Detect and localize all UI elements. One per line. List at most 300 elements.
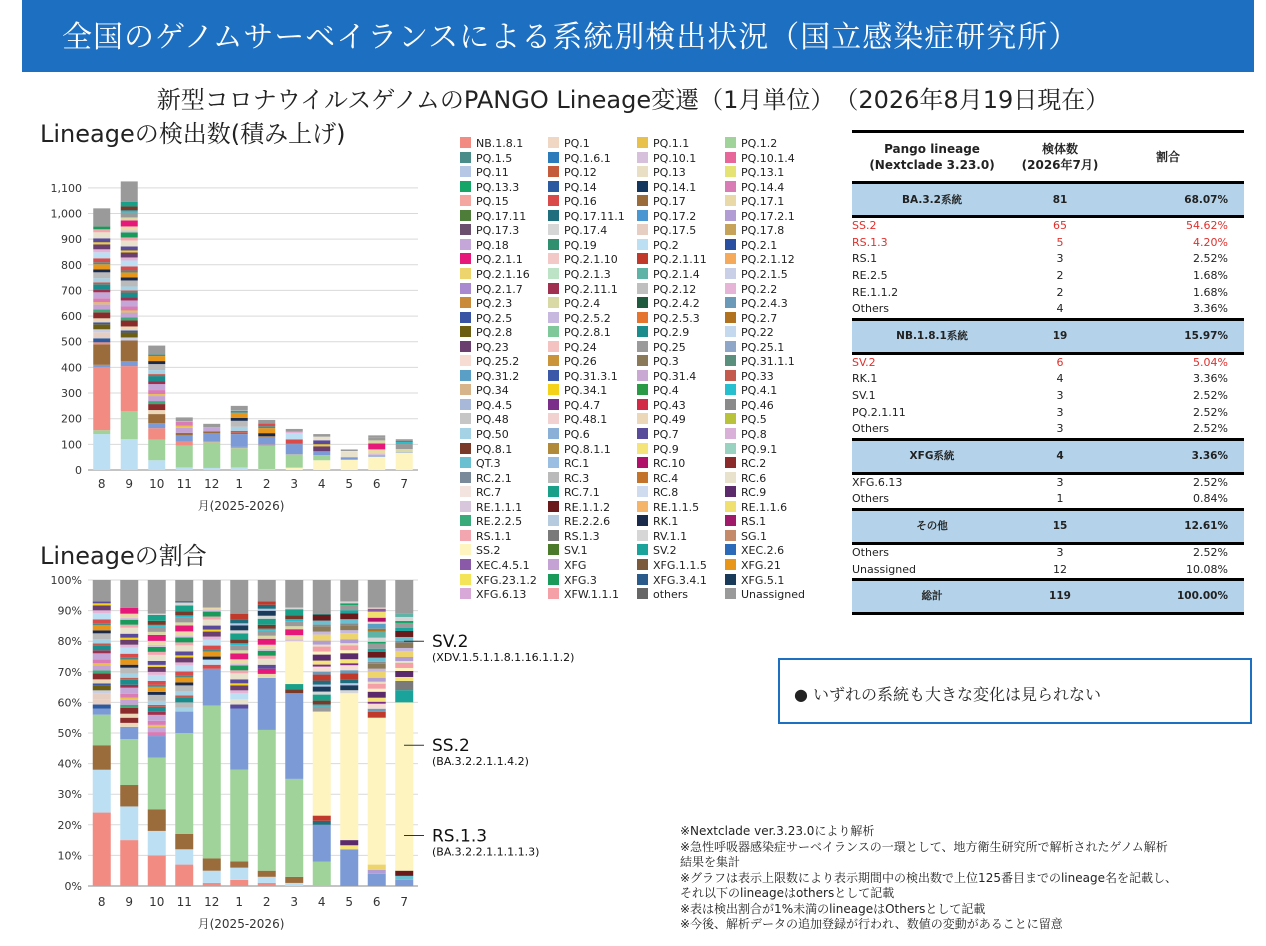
bar-segment-other	[313, 437, 330, 441]
bar-stack	[93, 580, 111, 886]
legend-swatch	[725, 501, 736, 512]
bar-segment-other	[93, 683, 111, 685]
bar-segment-other	[121, 237, 138, 240]
bar-segment-other	[230, 685, 248, 690]
legend-item	[460, 166, 509, 180]
bar-segment-unassigned	[395, 580, 413, 614]
bar-segment-other	[230, 673, 248, 679]
bar-segment-other	[368, 618, 386, 622]
x-tick-label: 11	[176, 895, 192, 909]
bar-segment-other	[313, 635, 331, 641]
legend-label: PQ.10.1.4	[741, 151, 795, 165]
table-cell: 81	[1012, 183, 1108, 217]
bar-segment-PQ.17	[258, 436, 275, 437]
bar-segment-other	[231, 411, 248, 413]
legend-label: PQ.22	[741, 326, 774, 340]
bar-segment-other	[285, 629, 303, 635]
legend-item	[637, 544, 677, 558]
legend-label: XFG.3	[564, 573, 597, 587]
bar-segment-other	[120, 685, 138, 688]
table-cell: 12	[1053, 562, 1067, 576]
legend-swatch	[725, 443, 736, 454]
bar-segment-PQ.2.1	[176, 435, 193, 441]
legend-item	[725, 166, 784, 180]
legend-label: PQ.24	[564, 340, 597, 354]
bar-stack	[231, 406, 248, 470]
bar-segment-PQ.2.1	[230, 709, 248, 770]
bar-segment-other	[231, 421, 248, 427]
legend-label: PQ.2.1.5	[741, 267, 788, 281]
y-tick-label: 100%	[50, 574, 82, 587]
table-cell: 4.20%	[1193, 235, 1228, 249]
legend-swatch	[725, 486, 736, 497]
bar-segment-other	[175, 702, 193, 707]
bar-segment-other	[93, 292, 110, 298]
legend-item	[460, 152, 512, 166]
bar-segment-other	[93, 643, 111, 645]
legend-label: PQ.14	[564, 180, 597, 194]
bar-segment-other	[93, 229, 110, 232]
bar-segment-other	[121, 202, 138, 207]
bar-segment-other	[175, 645, 193, 651]
legend-label: PQ.48	[476, 413, 509, 427]
x-tick-label: 7	[400, 477, 409, 491]
legend-swatch	[637, 457, 648, 468]
bar-segment-PQ.1.2	[285, 779, 303, 877]
annotation-label: SS.2	[432, 736, 470, 757]
x-tick-label: 6	[372, 477, 381, 491]
bar-segment-other	[176, 428, 193, 433]
table-header-cell: Pango lineage (Nextclade 3.23.0)	[852, 132, 1012, 183]
bar-segment-other	[148, 665, 166, 667]
bar-segment-other	[175, 635, 193, 637]
legend-label: PQ.2.5.3	[653, 311, 700, 325]
bar-segment-other	[368, 658, 386, 662]
bar-segment-other	[93, 329, 110, 332]
legend-swatch	[725, 166, 736, 177]
bar-segment-other	[93, 705, 111, 709]
bar-segment-unassigned	[203, 580, 221, 608]
bar-segment-other	[120, 618, 138, 620]
bar-segment-other	[148, 727, 166, 732]
bar-segment-other	[120, 654, 138, 658]
bar-segment-other	[395, 668, 413, 671]
bar-segment-other	[313, 645, 331, 647]
x-tick-label: 12	[204, 477, 220, 491]
bar-segment-PQ.2.1	[340, 849, 358, 886]
bar-segment-other	[313, 816, 331, 821]
bar-segment-other	[148, 376, 165, 381]
bar-segment-unassigned	[313, 580, 331, 614]
bar-segment-other	[258, 631, 276, 636]
bar-segment-PQ.1.2	[313, 862, 331, 886]
y-tick-label: 0	[75, 464, 82, 477]
legend-label: RV.1.1	[653, 529, 688, 543]
bar-segment-other	[93, 278, 110, 282]
bar-segment-PQ.2	[231, 467, 248, 470]
bar-segment-other	[203, 608, 221, 610]
legend-swatch	[460, 472, 471, 483]
bar-segment-PQ.2.1	[313, 825, 331, 862]
legend-swatch	[725, 239, 736, 250]
legend-swatch	[637, 152, 648, 163]
bar-segment-PQ.2.1	[285, 693, 303, 779]
legend-label: PQ.2.7	[741, 311, 778, 325]
bar-segment-PQ.17	[175, 834, 193, 849]
legend-item	[548, 428, 590, 442]
legend-label: PQ.16	[564, 195, 597, 209]
legend-item	[637, 574, 707, 588]
table-cell: その他	[852, 509, 1012, 543]
bar-segment-other	[368, 649, 386, 652]
bar-segment-other	[258, 639, 276, 645]
bar-segment-other	[230, 623, 248, 625]
bar-segment-unassigned	[258, 420, 275, 424]
legend-swatch	[548, 326, 559, 337]
bar-segment-other	[396, 441, 413, 442]
legend-swatch	[637, 268, 648, 279]
bar-segment-other	[175, 651, 193, 655]
bar-segment-other	[121, 286, 138, 290]
legend-swatch	[548, 384, 559, 395]
legend-label: XEC.4.5.1	[476, 558, 530, 572]
bar-segment-other	[340, 650, 358, 653]
legend-swatch	[725, 399, 736, 410]
bar-segment-other	[258, 669, 276, 674]
legend-item	[725, 224, 784, 238]
bar-segment-other	[368, 709, 386, 712]
legend-item	[548, 472, 589, 486]
table-cell: 3	[1056, 389, 1064, 403]
table-cell: 6	[1056, 355, 1064, 369]
bar-segment-other	[121, 272, 138, 277]
legend-swatch	[548, 224, 559, 235]
bar-segment-other	[121, 230, 138, 232]
bar-segment-other	[340, 613, 358, 619]
table-cell: 総計	[852, 579, 1012, 613]
legend-item	[460, 399, 512, 413]
legend-item	[460, 588, 526, 602]
bar-segment-other	[368, 692, 386, 698]
legend-item	[725, 312, 777, 326]
bar-segment-other	[121, 210, 138, 212]
bar-segment-other	[121, 246, 138, 250]
bar-segment-other	[120, 625, 138, 628]
legend-label: PQ.17.11	[476, 209, 527, 223]
legend-label: RC.2.1	[476, 471, 512, 485]
legend-item	[460, 239, 509, 253]
table-cell: PQ.2.1.11	[852, 405, 906, 419]
legend-swatch	[637, 486, 648, 497]
legend-item	[637, 588, 688, 602]
bar-segment-other	[368, 624, 386, 629]
bar-segment-PQ.1.2	[148, 440, 165, 461]
bar-segment-unassigned	[396, 439, 413, 441]
legend-item	[725, 283, 777, 297]
legend-swatch	[725, 181, 736, 192]
legend-swatch	[548, 166, 559, 177]
bar-segment-other	[368, 608, 386, 609]
bar-segment-other	[230, 614, 248, 620]
legend-label: PQ.1.2	[741, 137, 778, 150]
bar-segment-other	[285, 626, 303, 629]
legend-swatch	[460, 224, 471, 235]
bar-segment-other	[148, 632, 166, 635]
bar-segment-SS.2	[313, 460, 330, 470]
bar-segment-other	[230, 679, 248, 683]
legend-swatch	[637, 413, 648, 424]
bar-segment-other	[93, 630, 111, 633]
legend-item	[637, 355, 679, 369]
bar-segment-other	[368, 629, 386, 632]
table-cell: Others	[852, 546, 889, 560]
bar-segment-other	[340, 840, 358, 845]
bar-segment-other	[93, 269, 110, 272]
bar-segment-other	[368, 870, 386, 874]
bar-segment-SS.2	[396, 453, 413, 470]
legend-label: PQ.3	[653, 355, 679, 369]
bar-segment-other	[286, 439, 303, 443]
table-cell: Others	[852, 302, 889, 316]
table-cell: 1	[1056, 492, 1064, 506]
bar-segment-other	[203, 660, 221, 665]
legend-swatch	[460, 239, 471, 250]
bar-segment-other	[120, 634, 138, 638]
legend-label: PQ.17	[653, 195, 686, 209]
bar-segment-PQ.17	[231, 433, 248, 434]
bar-segment-other	[258, 674, 276, 678]
legend-swatch	[637, 574, 648, 585]
bar-segment-other	[313, 681, 331, 685]
bar-segment-other	[230, 670, 248, 673]
bar-segment-other	[230, 663, 248, 665]
legend-swatch	[725, 326, 736, 337]
bar-segment-other	[203, 652, 221, 657]
legend-item	[637, 195, 686, 209]
bar-segment-other	[175, 657, 193, 662]
legend-swatch	[548, 253, 559, 264]
bar-segment-other	[148, 715, 166, 721]
legend-label: PQ.17.3	[476, 224, 520, 238]
legend-item	[725, 268, 788, 282]
legend-swatch	[548, 181, 559, 192]
bar-segment-unassigned	[121, 181, 138, 201]
bar-segment-other	[285, 608, 303, 610]
legend-label: PQ.10.1	[653, 151, 697, 165]
legend-label: PQ.31.1.1	[741, 355, 795, 369]
footnote: ※Nextclade ver.3.23.0により解析	[680, 824, 875, 838]
bar-segment-other	[121, 252, 138, 257]
bar-segment-other	[121, 220, 138, 226]
footnote: ※表は検出割合が1%未満のlineageはOthersとして記載	[680, 901, 986, 916]
legend-item	[460, 137, 523, 151]
legend-item	[637, 297, 700, 311]
bar-segment-PQ.2.1	[203, 669, 221, 706]
bar-segment-PQ.2.1	[368, 874, 386, 886]
bar-segment-other	[148, 410, 165, 414]
legend-swatch	[637, 399, 648, 410]
bar-segment-other	[395, 617, 413, 621]
bar-segment-other	[148, 641, 166, 645]
legend-swatch	[637, 501, 648, 512]
lineage-summary-table	[852, 130, 1244, 615]
table-cell: 4	[1056, 372, 1064, 386]
legend-item	[460, 370, 519, 384]
legend-label: RC.10	[653, 457, 686, 471]
legend-item	[460, 472, 512, 486]
bar-segment-PQ.2	[148, 460, 165, 470]
legend-swatch	[460, 574, 471, 585]
table-row	[852, 561, 1244, 579]
bar-segment-other	[368, 453, 385, 455]
bar-segment-other	[121, 270, 138, 272]
legend-swatch	[637, 355, 648, 366]
bar-segment-other	[93, 322, 110, 324]
y-tick-label: 800	[61, 258, 82, 272]
bar-segment-other	[120, 714, 138, 718]
legend-label: PQ.2.1.3	[564, 267, 611, 281]
bar-segment-other	[93, 699, 111, 704]
bar-segment-other	[93, 623, 111, 625]
legend-swatch	[460, 137, 471, 148]
bar-segment-other	[93, 650, 111, 653]
bar-segment-other	[120, 678, 138, 680]
y-tick-label: 30%	[57, 788, 82, 802]
bar-segment-other	[148, 354, 165, 356]
legend-swatch	[548, 283, 559, 294]
bar-segment-other	[148, 614, 166, 615]
table-header-row	[852, 132, 1244, 183]
legend-swatch	[725, 384, 736, 395]
legend-item	[460, 268, 530, 282]
legend-item	[637, 312, 700, 326]
bar-segment-PQ.1.2	[230, 770, 248, 862]
y-tick-label: 70%	[57, 665, 82, 679]
bar-segment-NB.1.8.1	[120, 840, 138, 886]
bar-segment-other	[396, 444, 413, 449]
table-row	[852, 217, 1244, 235]
bar-segment-other	[368, 672, 386, 678]
bar-segment-NB.1.8.1	[121, 366, 138, 411]
table-cell: 2	[1056, 285, 1064, 299]
bar-segment-PQ.2.1	[395, 880, 413, 886]
x-axis-label: 月(2025-2026)	[197, 917, 285, 931]
legend-label: PQ.2.1	[741, 238, 778, 252]
table-cell: 5.04%	[1193, 355, 1228, 369]
table-cell: 19	[1012, 319, 1108, 353]
legend-item	[637, 370, 696, 384]
bar-segment-other	[340, 665, 358, 670]
bar-stack	[340, 580, 358, 886]
table-cell: 3.36%	[1108, 439, 1244, 473]
bar-segment-other	[203, 632, 221, 637]
bar-segment-other	[93, 653, 111, 659]
bar-segment-other	[368, 612, 386, 618]
bar-segment-NB.1.8.1	[148, 855, 166, 886]
legend-item	[637, 559, 707, 573]
table-cell: 10.08%	[1186, 562, 1228, 576]
bar-segment-PQ.17	[286, 443, 303, 444]
bar-stack	[286, 429, 303, 470]
legend-item	[548, 588, 619, 602]
legend-swatch	[548, 428, 559, 439]
bar-segment-other	[93, 232, 110, 238]
bar-segment-PQ.2	[176, 467, 193, 470]
legend-label: SV.1	[564, 544, 588, 558]
bar-segment-other	[203, 657, 221, 660]
bar-stack	[230, 580, 248, 886]
bar-segment-other	[285, 689, 303, 693]
bar-segment-other	[286, 432, 303, 434]
bar-segment-SS.2	[313, 712, 331, 816]
bar-segment-other	[93, 690, 111, 693]
bar-segment-NB.1.8.1	[231, 447, 248, 448]
bar-segment-other	[368, 669, 386, 672]
legend-swatch	[460, 515, 471, 526]
legend-swatch	[460, 443, 471, 454]
bar-segment-other	[120, 648, 138, 654]
legend-item	[725, 253, 795, 267]
legend-item	[725, 152, 795, 166]
bar-segment-other	[395, 637, 413, 641]
bar-segment-other	[368, 632, 386, 638]
bar-segment-other	[340, 601, 358, 603]
bar-segment-other	[340, 673, 358, 679]
legend-item	[725, 297, 788, 311]
y-tick-label: 50%	[57, 727, 82, 740]
x-tick-label: 1	[235, 477, 244, 491]
legend-item	[548, 210, 625, 224]
bar-segment-other	[340, 610, 358, 613]
table-cell: RS.1	[852, 252, 878, 266]
bar-segment-other	[121, 232, 138, 237]
legend-label: PQ.1	[564, 137, 590, 150]
legend-item	[637, 515, 678, 529]
bar-segment-PQ.2.1	[148, 736, 166, 757]
bar-segment-other	[313, 444, 330, 446]
bar-segment-other	[230, 693, 248, 699]
legend-swatch	[548, 574, 559, 585]
bar-segment-other	[148, 647, 166, 652]
legend-item	[548, 253, 618, 267]
legend-swatch	[460, 384, 471, 395]
bar-segment-other	[368, 662, 386, 664]
bar-segment-other	[93, 252, 110, 258]
x-axis-label: 月(2025-2026)	[197, 499, 285, 513]
legend-swatch	[637, 515, 648, 526]
legend-swatch	[548, 152, 559, 163]
bar-segment-other	[313, 652, 331, 655]
legend-item	[548, 413, 607, 427]
bar-segment-PQ.1.2	[175, 733, 193, 834]
bar-segment-PQ.2.1	[120, 727, 138, 739]
legend-swatch	[460, 399, 471, 410]
bar-segment-other	[93, 639, 111, 643]
bar-segment-other	[120, 660, 138, 665]
bar-segment-other	[340, 633, 358, 639]
bar-segment-other	[285, 615, 303, 619]
table-cell: 3	[1056, 252, 1064, 266]
x-tick-label: 4	[317, 895, 326, 909]
legend-label: PQ.1.5	[476, 151, 513, 165]
bar-segment-other	[230, 659, 248, 663]
bar-segment-other	[148, 396, 165, 401]
bar-segment-other	[175, 611, 193, 615]
bar-segment-other	[148, 627, 166, 632]
bar-segment-other	[395, 651, 413, 657]
bar-segment-other	[93, 679, 111, 683]
bar-segment-other	[148, 695, 166, 701]
